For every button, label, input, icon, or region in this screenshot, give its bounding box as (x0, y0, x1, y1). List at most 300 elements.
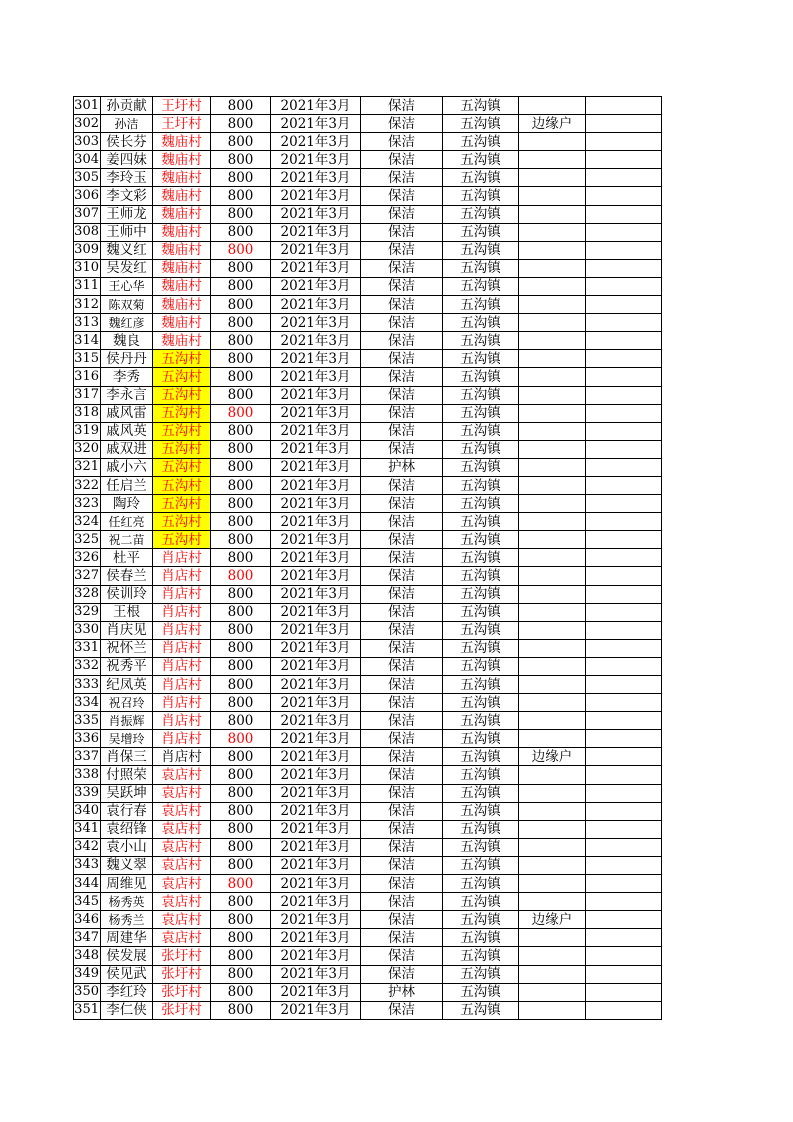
amount-cell: 800 (211, 259, 271, 277)
row-number-cell: 349 (74, 965, 101, 983)
table-row (74, 549, 662, 567)
town-cell: 五沟镇 (443, 893, 519, 911)
amount-cell: 800 (211, 513, 271, 531)
job-cell: 保洁 (361, 947, 443, 965)
empty-cell (586, 929, 662, 947)
village-cell: 袁店村 (153, 929, 211, 947)
table-row (74, 115, 662, 133)
village-cell: 魏庙村 (153, 332, 211, 350)
date-cell: 2021年3月 (271, 350, 361, 368)
job-cell: 保洁 (361, 748, 443, 766)
note-cell (519, 187, 586, 205)
name-cell: 孙贡献 (101, 97, 153, 115)
village-cell: 魏庙村 (153, 314, 211, 332)
town-cell: 五沟镇 (443, 676, 519, 694)
job-cell: 保洁 (361, 115, 443, 133)
job-cell: 保洁 (361, 259, 443, 277)
note-cell (519, 259, 586, 277)
job-cell: 保洁 (361, 567, 443, 585)
village-cell: 袁店村 (153, 766, 211, 784)
row-number-cell: 309 (74, 241, 101, 259)
note-cell (519, 820, 586, 838)
row-number-cell: 345 (74, 893, 101, 911)
row-number-cell: 328 (74, 585, 101, 603)
empty-cell (586, 712, 662, 730)
date-cell: 2021年3月 (271, 277, 361, 295)
row-number-cell: 331 (74, 639, 101, 657)
row-number-cell: 341 (74, 820, 101, 838)
empty-cell (586, 603, 662, 621)
empty-cell (586, 748, 662, 766)
row-number-cell: 306 (74, 187, 101, 205)
amount-cell: 800 (211, 748, 271, 766)
note-cell (519, 965, 586, 983)
row-number-cell: 325 (74, 531, 101, 549)
name-cell: 袁小山 (101, 838, 153, 856)
empty-cell (586, 694, 662, 712)
date-cell: 2021年3月 (271, 332, 361, 350)
job-cell: 保洁 (361, 639, 443, 657)
amount-cell: 800 (211, 314, 271, 332)
village-cell: 魏庙村 (153, 187, 211, 205)
name-cell: 杨秀兰 (101, 911, 153, 929)
empty-cell (586, 639, 662, 657)
village-cell: 五沟村 (153, 386, 211, 404)
empty-cell (586, 983, 662, 1001)
town-cell: 五沟镇 (443, 97, 519, 115)
amount-cell: 800 (211, 386, 271, 404)
amount-cell: 800 (211, 712, 271, 730)
amount-cell: 800 (211, 639, 271, 657)
name-cell: 肖振辉 (101, 712, 153, 730)
date-cell: 2021年3月 (271, 169, 361, 187)
empty-cell (586, 277, 662, 295)
amount-cell: 800 (211, 495, 271, 513)
village-cell: 张圩村 (153, 965, 211, 983)
name-cell: 李永言 (101, 386, 153, 404)
village-cell: 肖店村 (153, 567, 211, 585)
date-cell: 2021年3月 (271, 856, 361, 874)
job-cell: 保洁 (361, 296, 443, 314)
empty-cell (586, 187, 662, 205)
empty-cell (586, 585, 662, 603)
row-number-cell: 313 (74, 314, 101, 332)
date-cell: 2021年3月 (271, 476, 361, 494)
table-row (74, 875, 662, 893)
row-number-cell: 333 (74, 676, 101, 694)
amount-cell: 800 (211, 440, 271, 458)
empty-cell (586, 965, 662, 983)
date-cell: 2021年3月 (271, 386, 361, 404)
amount-cell: 800 (211, 657, 271, 675)
note-cell (519, 458, 586, 476)
job-cell: 保洁 (361, 476, 443, 494)
town-cell: 五沟镇 (443, 277, 519, 295)
name-cell: 吴跃坤 (101, 784, 153, 802)
table-row (74, 151, 662, 169)
row-number-cell: 338 (74, 766, 101, 784)
amount-cell: 800 (211, 223, 271, 241)
name-cell: 肖庆见 (101, 621, 153, 639)
note-cell (519, 440, 586, 458)
date-cell: 2021年3月 (271, 621, 361, 639)
name-cell: 肖保三 (101, 748, 153, 766)
village-cell: 肖店村 (153, 748, 211, 766)
date-cell: 2021年3月 (271, 657, 361, 675)
row-number-cell: 334 (74, 694, 101, 712)
job-cell: 保洁 (361, 151, 443, 169)
table-body (74, 97, 662, 1020)
amount-cell: 800 (211, 97, 271, 115)
name-cell: 侯丹丹 (101, 350, 153, 368)
name-cell: 侯训玲 (101, 585, 153, 603)
note-cell (519, 838, 586, 856)
town-cell: 五沟镇 (443, 838, 519, 856)
name-cell: 吴增玲 (101, 730, 153, 748)
job-cell: 保洁 (361, 766, 443, 784)
amount-cell: 800 (211, 115, 271, 133)
table-row (74, 187, 662, 205)
date-cell: 2021年3月 (271, 440, 361, 458)
table-row (74, 404, 662, 422)
empty-cell (586, 513, 662, 531)
row-number-cell: 337 (74, 748, 101, 766)
table-row (74, 639, 662, 657)
table-row (74, 513, 662, 531)
name-cell: 戚风雷 (101, 404, 153, 422)
row-number-cell: 342 (74, 838, 101, 856)
amount-cell: 800 (211, 983, 271, 1001)
name-cell: 魏义红 (101, 241, 153, 259)
amount-cell: 800 (211, 169, 271, 187)
note-cell (519, 947, 586, 965)
note-cell (519, 549, 586, 567)
job-cell: 保洁 (361, 531, 443, 549)
empty-cell (586, 133, 662, 151)
town-cell: 五沟镇 (443, 875, 519, 893)
note-cell (519, 133, 586, 151)
amount-cell: 800 (211, 766, 271, 784)
date-cell: 2021年3月 (271, 567, 361, 585)
name-cell: 姜四妹 (101, 151, 153, 169)
table-row (74, 205, 662, 223)
name-cell: 周维见 (101, 875, 153, 893)
note-cell (519, 241, 586, 259)
name-cell: 祝怀兰 (101, 639, 153, 657)
date-cell: 2021年3月 (271, 712, 361, 730)
table-row (74, 748, 662, 766)
note-cell (519, 784, 586, 802)
date-cell: 2021年3月 (271, 875, 361, 893)
row-number-cell: 347 (74, 929, 101, 947)
town-cell: 五沟镇 (443, 639, 519, 657)
amount-cell: 800 (211, 893, 271, 911)
empty-cell (586, 223, 662, 241)
village-cell: 袁店村 (153, 875, 211, 893)
village-cell: 王圩村 (153, 97, 211, 115)
job-cell: 保洁 (361, 133, 443, 151)
village-cell: 袁店村 (153, 784, 211, 802)
note-cell (519, 531, 586, 549)
name-cell: 祝召玲 (101, 694, 153, 712)
village-cell: 袁店村 (153, 893, 211, 911)
village-cell: 魏庙村 (153, 241, 211, 259)
table-row (74, 621, 662, 639)
date-cell: 2021年3月 (271, 838, 361, 856)
empty-cell (586, 947, 662, 965)
date-cell: 2021年3月 (271, 603, 361, 621)
date-cell: 2021年3月 (271, 676, 361, 694)
table-row (74, 368, 662, 386)
job-cell: 保洁 (361, 205, 443, 223)
name-cell: 侯发展 (101, 947, 153, 965)
row-number-cell: 318 (74, 404, 101, 422)
name-cell: 侯长芬 (101, 133, 153, 151)
job-cell: 保洁 (361, 911, 443, 929)
date-cell: 2021年3月 (271, 1001, 361, 1019)
amount-cell: 800 (211, 241, 271, 259)
job-cell: 保洁 (361, 621, 443, 639)
amount-cell: 800 (211, 585, 271, 603)
job-cell: 保洁 (361, 422, 443, 440)
job-cell: 护林 (361, 458, 443, 476)
row-number-cell: 339 (74, 784, 101, 802)
table-row (74, 241, 662, 259)
village-cell: 魏庙村 (153, 205, 211, 223)
note-cell (519, 621, 586, 639)
name-cell: 戚风英 (101, 422, 153, 440)
name-cell: 周建华 (101, 929, 153, 947)
job-cell: 保洁 (361, 332, 443, 350)
job-cell: 保洁 (361, 350, 443, 368)
table-row (74, 585, 662, 603)
payroll-table (73, 96, 662, 1020)
job-cell: 护林 (361, 983, 443, 1001)
job-cell: 保洁 (361, 314, 443, 332)
row-number-cell: 305 (74, 169, 101, 187)
table-row (74, 784, 662, 802)
note-cell (519, 513, 586, 531)
empty-cell (586, 332, 662, 350)
village-cell: 魏庙村 (153, 296, 211, 314)
empty-cell (586, 820, 662, 838)
note-cell (519, 314, 586, 332)
amount-cell: 800 (211, 947, 271, 965)
date-cell: 2021年3月 (271, 893, 361, 911)
date-cell: 2021年3月 (271, 368, 361, 386)
name-cell: 杨秀英 (101, 893, 153, 911)
village-cell: 张圩村 (153, 947, 211, 965)
table-row (74, 983, 662, 1001)
date-cell: 2021年3月 (271, 458, 361, 476)
town-cell: 五沟镇 (443, 766, 519, 784)
job-cell: 保洁 (361, 169, 443, 187)
town-cell: 五沟镇 (443, 603, 519, 621)
row-number-cell: 317 (74, 386, 101, 404)
row-number-cell: 303 (74, 133, 101, 151)
empty-cell (586, 368, 662, 386)
name-cell: 魏红彦 (101, 314, 153, 332)
town-cell: 五沟镇 (443, 350, 519, 368)
town-cell: 五沟镇 (443, 856, 519, 874)
town-cell: 五沟镇 (443, 368, 519, 386)
note-cell (519, 422, 586, 440)
name-cell: 任启兰 (101, 476, 153, 494)
empty-cell (586, 893, 662, 911)
job-cell: 保洁 (361, 1001, 443, 1019)
note-cell (519, 712, 586, 730)
table-row (74, 440, 662, 458)
date-cell: 2021年3月 (271, 929, 361, 947)
row-number-cell: 329 (74, 603, 101, 621)
town-cell: 五沟镇 (443, 929, 519, 947)
empty-cell (586, 422, 662, 440)
job-cell: 保洁 (361, 838, 443, 856)
row-number-cell: 307 (74, 205, 101, 223)
village-cell: 五沟村 (153, 513, 211, 531)
note-cell (519, 694, 586, 712)
town-cell: 五沟镇 (443, 1001, 519, 1019)
town-cell: 五沟镇 (443, 169, 519, 187)
row-number-cell: 308 (74, 223, 101, 241)
job-cell: 保洁 (361, 277, 443, 295)
row-number-cell: 321 (74, 458, 101, 476)
amount-cell: 800 (211, 676, 271, 694)
village-cell: 袁店村 (153, 838, 211, 856)
date-cell: 2021年3月 (271, 223, 361, 241)
amount-cell: 800 (211, 458, 271, 476)
town-cell: 五沟镇 (443, 241, 519, 259)
table-row (74, 332, 662, 350)
village-cell: 肖店村 (153, 621, 211, 639)
note-cell (519, 766, 586, 784)
table-row (74, 223, 662, 241)
town-cell: 五沟镇 (443, 115, 519, 133)
note-cell (519, 929, 586, 947)
name-cell: 李仁侠 (101, 1001, 153, 1019)
village-cell: 袁店村 (153, 820, 211, 838)
table-row (74, 730, 662, 748)
row-number-cell: 315 (74, 350, 101, 368)
date-cell: 2021年3月 (271, 965, 361, 983)
note-cell (519, 332, 586, 350)
name-cell: 孙洁 (101, 115, 153, 133)
name-cell: 纪凤英 (101, 676, 153, 694)
date-cell: 2021年3月 (271, 422, 361, 440)
village-cell: 五沟村 (153, 404, 211, 422)
town-cell: 五沟镇 (443, 911, 519, 929)
empty-cell (586, 676, 662, 694)
job-cell: 保洁 (361, 784, 443, 802)
table-row (74, 458, 662, 476)
name-cell: 侯春兰 (101, 567, 153, 585)
note-cell (519, 603, 586, 621)
date-cell: 2021年3月 (271, 133, 361, 151)
amount-cell: 800 (211, 277, 271, 295)
amount-cell: 800 (211, 296, 271, 314)
town-cell: 五沟镇 (443, 205, 519, 223)
empty-cell (586, 476, 662, 494)
job-cell: 保洁 (361, 404, 443, 422)
table-row (74, 1001, 662, 1019)
job-cell: 保洁 (361, 223, 443, 241)
empty-cell (586, 531, 662, 549)
empty-cell (586, 766, 662, 784)
row-number-cell: 319 (74, 422, 101, 440)
table-row (74, 694, 662, 712)
table-row (74, 657, 662, 675)
name-cell: 李红玲 (101, 983, 153, 1001)
name-cell: 袁行春 (101, 802, 153, 820)
amount-cell: 800 (211, 133, 271, 151)
amount-cell: 800 (211, 549, 271, 567)
note-cell (519, 657, 586, 675)
date-cell: 2021年3月 (271, 296, 361, 314)
village-cell: 肖店村 (153, 694, 211, 712)
town-cell: 五沟镇 (443, 495, 519, 513)
job-cell: 保洁 (361, 368, 443, 386)
note-cell (519, 368, 586, 386)
empty-cell (586, 802, 662, 820)
amount-cell: 800 (211, 205, 271, 223)
row-number-cell: 343 (74, 856, 101, 874)
empty-cell (586, 259, 662, 277)
note-cell (519, 476, 586, 494)
table-row (74, 676, 662, 694)
note-cell (519, 223, 586, 241)
town-cell: 五沟镇 (443, 458, 519, 476)
job-cell: 保洁 (361, 513, 443, 531)
date-cell: 2021年3月 (271, 639, 361, 657)
town-cell: 五沟镇 (443, 422, 519, 440)
note-cell (519, 856, 586, 874)
row-number-cell: 302 (74, 115, 101, 133)
job-cell: 保洁 (361, 856, 443, 874)
note-cell (519, 495, 586, 513)
table-row (74, 133, 662, 151)
amount-cell: 800 (211, 476, 271, 494)
town-cell: 五沟镇 (443, 820, 519, 838)
amount-cell: 800 (211, 368, 271, 386)
amount-cell: 800 (211, 422, 271, 440)
village-cell: 五沟村 (153, 531, 211, 549)
amount-cell: 800 (211, 820, 271, 838)
town-cell: 五沟镇 (443, 259, 519, 277)
name-cell: 李秀 (101, 368, 153, 386)
note-cell (519, 585, 586, 603)
village-cell: 魏庙村 (153, 277, 211, 295)
name-cell: 陶玲 (101, 495, 153, 513)
town-cell: 五沟镇 (443, 476, 519, 494)
name-cell: 魏义翠 (101, 856, 153, 874)
date-cell: 2021年3月 (271, 115, 361, 133)
name-cell: 侯见武 (101, 965, 153, 983)
amount-cell: 800 (211, 603, 271, 621)
town-cell: 五沟镇 (443, 784, 519, 802)
table-row (74, 893, 662, 911)
row-number-cell: 324 (74, 513, 101, 531)
village-cell: 袁店村 (153, 911, 211, 929)
table-row (74, 965, 662, 983)
empty-cell (586, 314, 662, 332)
row-number-cell: 316 (74, 368, 101, 386)
amount-cell: 800 (211, 965, 271, 983)
town-cell: 五沟镇 (443, 947, 519, 965)
date-cell: 2021年3月 (271, 151, 361, 169)
date-cell: 2021年3月 (271, 241, 361, 259)
row-number-cell: 351 (74, 1001, 101, 1019)
row-number-cell: 332 (74, 657, 101, 675)
